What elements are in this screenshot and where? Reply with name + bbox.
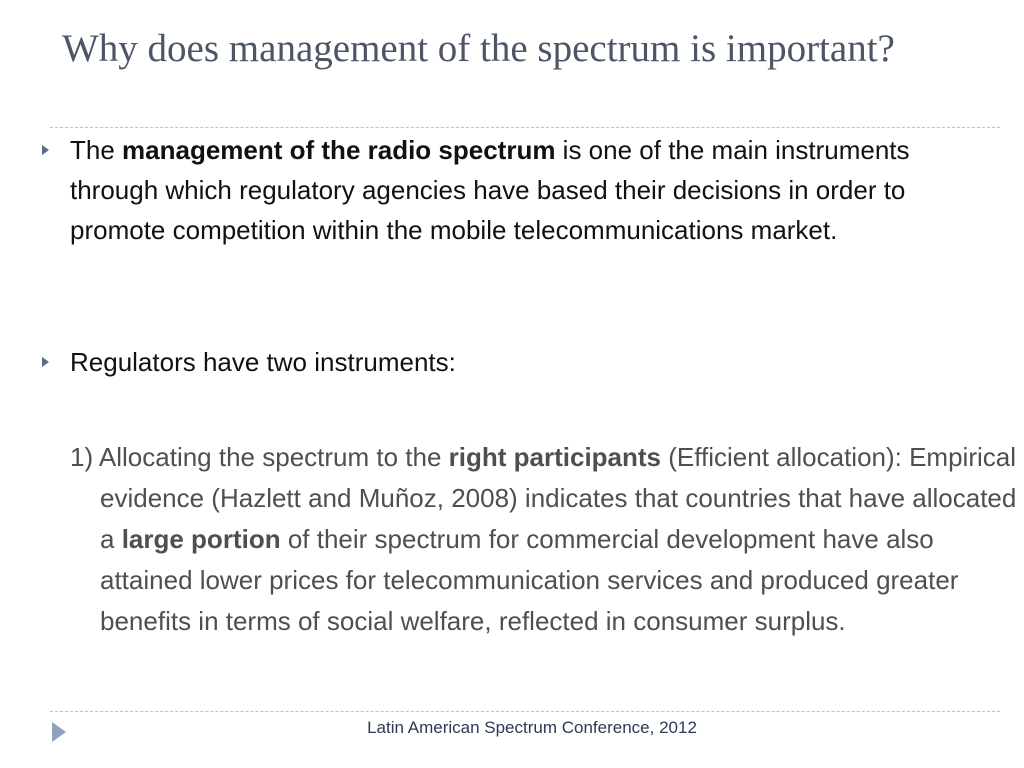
- sub-item-text-2: (Efficient allocation): Empirical evidence (Hazlett and Muñoz, 2008) indicates that countries that have allocated a: [100, 442, 1017, 554]
- bullet-1-pre: The: [70, 135, 123, 165]
- footer-divider: [50, 711, 1000, 712]
- bullet-1-post: is one of the main instruments through which regulatory agencies have based their decisions in order to promote competition within the mobile telecommunications market.: [70, 135, 910, 245]
- slide-title: Why does management of the spectrum is important?: [62, 27, 895, 70]
- footer-text: Latin American Spectrum Conference, 2012: [367, 718, 697, 737]
- bullet-paragraph-1: [70, 130, 970, 250]
- bullet-paragraph-2: Regulators have two instruments:: [70, 347, 456, 377]
- sub-item-bold-2: large portion: [121, 524, 281, 554]
- triangle-bullet-icon: [42, 145, 49, 155]
- title-divider: [50, 127, 1000, 128]
- bullet-1-bold: management of the radio spectrum: [122, 135, 556, 165]
- triangle-bullet-icon: [42, 357, 49, 367]
- sub-item-text-3: of their spectrum for commercial development have also attained lower prices for telecommunication services and produced greater benefits in terms of social welfare, reflected in consumer surplus.: [100, 524, 959, 636]
- sub-item-bold-1: right participants: [448, 442, 662, 472]
- sub-item-1: [70, 437, 1020, 642]
- sub-item-text-1: 1) Allocating the spectrum to the: [70, 442, 449, 472]
